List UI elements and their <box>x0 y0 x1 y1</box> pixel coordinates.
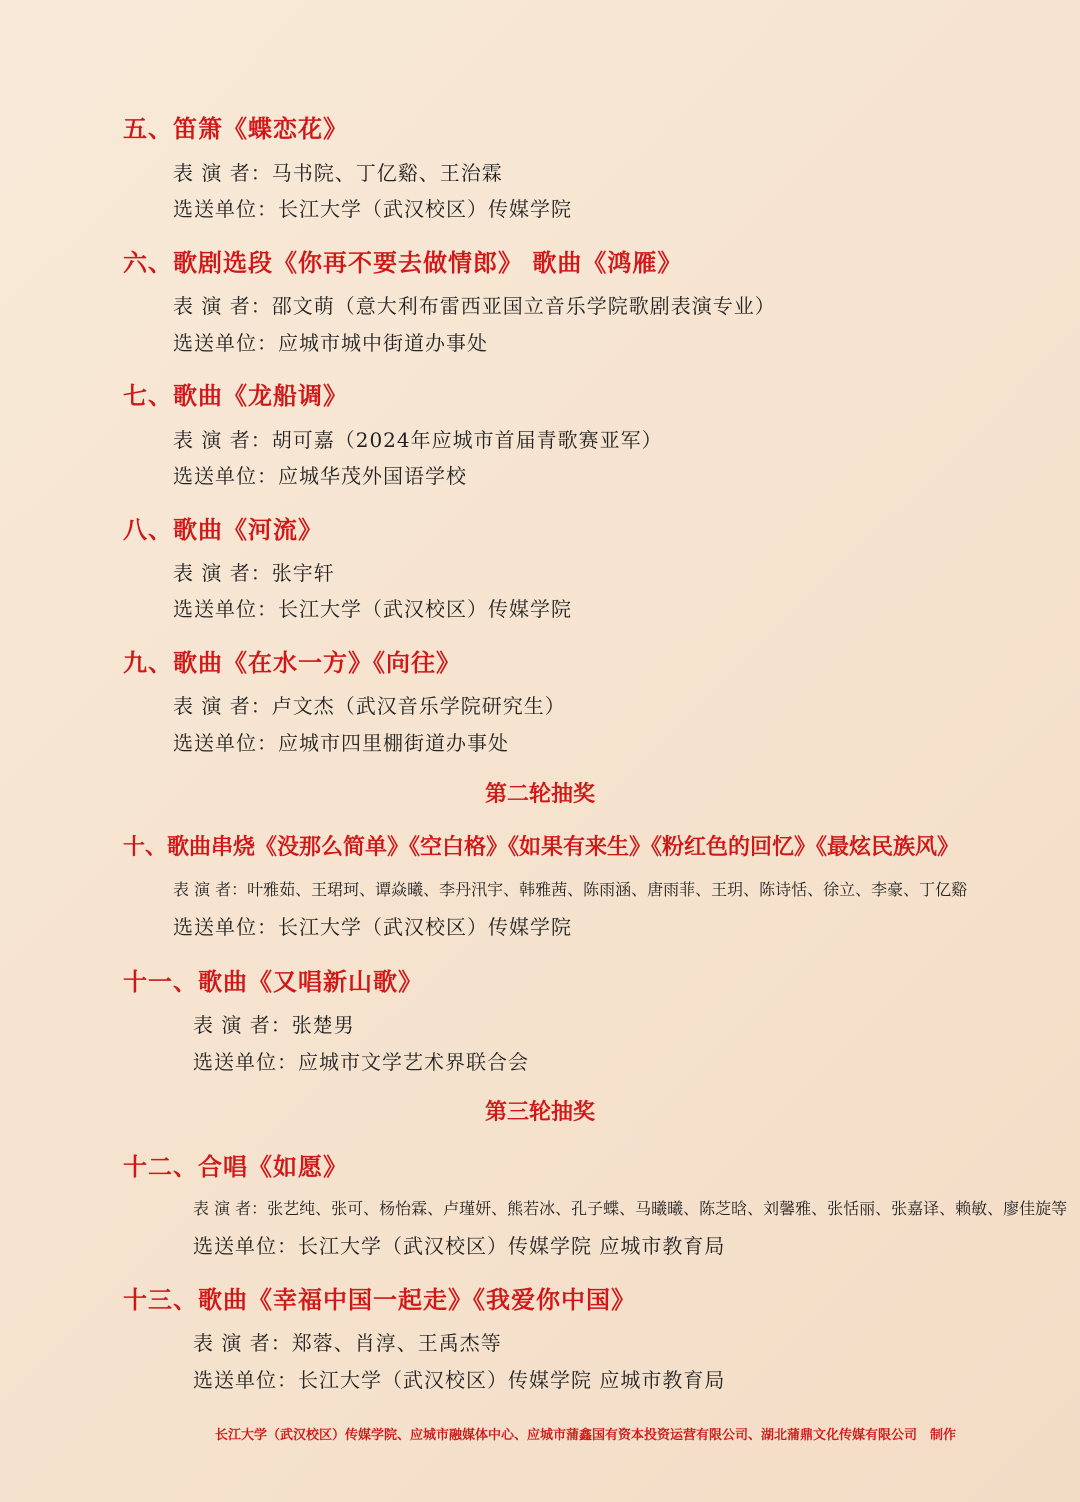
unit-line-9: 选送单位：应城市四里棚街道办事处 <box>173 731 509 755</box>
unit-line-11: 选送单位：应城市文学艺术界联合会 <box>193 1050 529 1074</box>
program-title-12: 十二、合唱《如愿》 <box>123 1153 348 1181</box>
performer-line-10: 表 演 者：叶雅茹、王珺珂、谭焱曦、李丹汛宇、韩雅茜、陈雨涵、唐雨菲、王玥、陈诗恬、徐立、李豪、丁亿谿 <box>173 880 968 899</box>
unit-line-12: 选送单位：长江大学（武汉校区）传媒学院 应城市教育局 <box>193 1234 726 1258</box>
unit-line-5: 选送单位：长江大学（武汉校区）传媒学院 <box>173 197 572 221</box>
round-two-heading: 第二轮抽奖 <box>484 782 595 807</box>
performer-line-12: 表 演 者：张艺纯、张可、杨怡霖、卢瑾妍、熊若冰、孔子蝶、马曦曦、陈芝晗、刘馨雅、张恬丽、张嘉译、赖敏、廖佳旋等 <box>193 1199 1068 1218</box>
performer-line-13: 表 演 者：郑蓉、肖淳、王禹杰等 <box>193 1331 502 1355</box>
performer-line-11: 表 演 者：张楚男 <box>193 1013 355 1037</box>
unit-line-10: 选送单位：长江大学（武汉校区）传媒学院 <box>173 915 572 939</box>
program-title-6: 六、歌剧选段《你再不要去做情郎》 歌曲《鸿雁》 <box>123 249 683 277</box>
unit-line-7: 选送单位：应城华茂外国语学校 <box>173 464 467 488</box>
unit-line-6: 选送单位：应城市城中街道办事处 <box>173 331 488 355</box>
performer-line-6: 表 演 者：邵文萌（意大利布雷西亚国立音乐学院歌剧表演专业） <box>173 294 776 318</box>
program-title-7: 七、歌曲《龙船调》 <box>123 382 348 410</box>
program-title-9: 九、歌曲《在水一方》《向往》 <box>123 649 461 677</box>
performer-line-8: 表 演 者：张宇轩 <box>173 561 335 585</box>
program-title-8: 八、歌曲《河流》 <box>123 516 323 544</box>
performer-line-5: 表 演 者：马书院、丁亿谿、王治霖 <box>173 161 503 185</box>
producer-footer: 长江大学（武汉校区）传媒学院、应城市融媒体中心、应城市蒲鑫国有资本投资运营有限公司、湖北蒲鼎文化传媒有限公司 制作 <box>214 1428 956 1443</box>
program-title-11: 十一、歌曲《又唱新山歌》 <box>123 968 423 996</box>
program-title-10: 十、歌曲串烧《没那么简单》《空白格》《如果有来生》《粉红色的回忆》《最炫民族风》 <box>123 835 960 860</box>
round-three-heading: 第三轮抽奖 <box>484 1100 595 1125</box>
performer-line-9: 表 演 者：卢文杰（武汉音乐学院研究生） <box>173 694 566 718</box>
program-title-5: 五、笛箫《蝶恋花》 <box>123 115 348 143</box>
performer-line-7: 表 演 者：胡可嘉（2024年应城市首届青歌赛亚军） <box>173 428 663 452</box>
unit-line-13: 选送单位：长江大学（武汉校区）传媒学院 应城市教育局 <box>193 1368 726 1392</box>
program-title-13: 十三、歌曲《幸福中国一起走》《我爱你中国》 <box>123 1286 636 1314</box>
unit-line-8: 选送单位：长江大学（武汉校区）传媒学院 <box>173 597 572 621</box>
